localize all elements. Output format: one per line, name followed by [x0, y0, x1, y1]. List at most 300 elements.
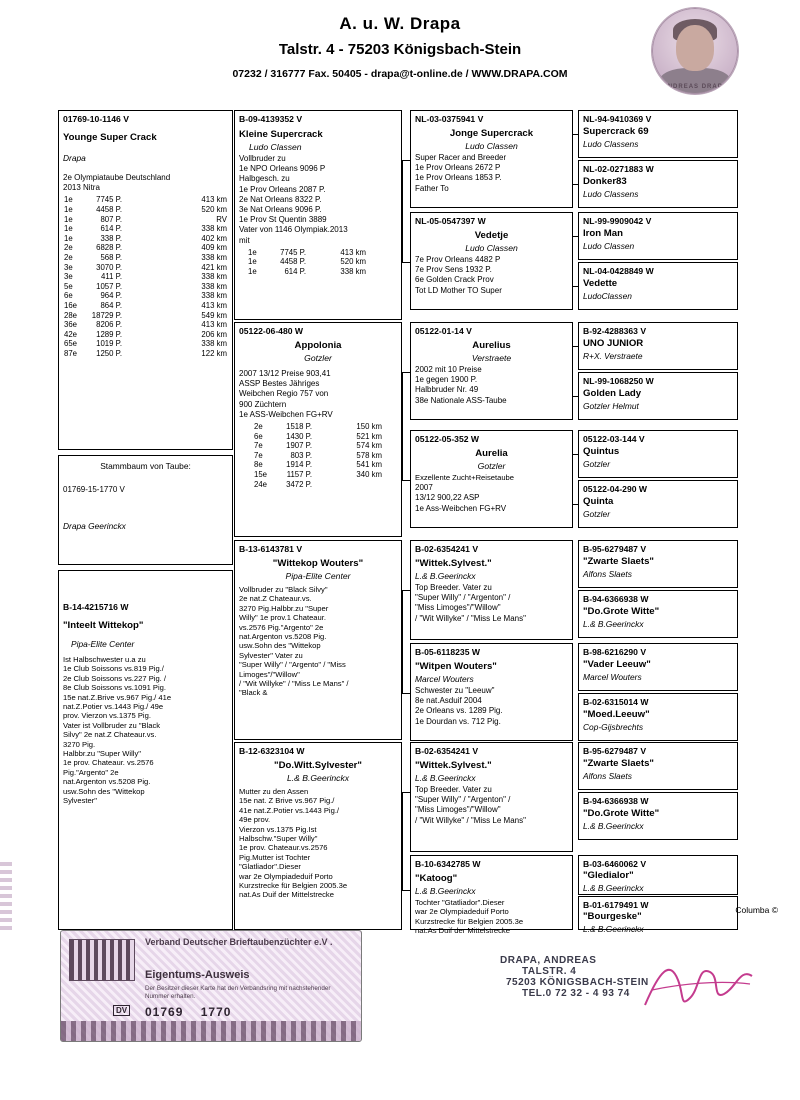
dist: 409 km — [201, 243, 227, 253]
photo-caption: ANDREAS DRAPA — [662, 84, 728, 90]
gen2-2-name: Aurelius — [472, 340, 511, 351]
birds: 411 P. — [101, 272, 122, 282]
dist: 338 km — [201, 281, 227, 291]
gen2-6-ring: B-02-6354241 V — [415, 746, 479, 756]
gen3-box-11 — [578, 693, 738, 741]
mid-lower-0-name: "Wittekop Wouters" — [272, 558, 364, 569]
dist: 206 km — [201, 329, 227, 339]
dist: 541 km — [356, 460, 382, 470]
gen3-10-ring: B-98-6216290 V — [583, 647, 647, 657]
table-row — [63, 301, 228, 311]
birds: 8206 P. — [96, 320, 122, 330]
signature-block — [500, 955, 740, 999]
lower-left-line-8: Silvy" 2e nat.Z Chateaur.vs. — [63, 730, 157, 740]
table-row — [247, 257, 367, 267]
rank: 8e — [254, 460, 263, 470]
stammbaum-name: Drapa Geerinckx — [63, 521, 126, 532]
gen3-8-breeder: Alfons Slaets — [583, 569, 632, 579]
mid-lower-0-line-7: Sylvester" Vater zu — [239, 650, 303, 660]
birds: 7745 P. — [96, 195, 122, 205]
gen2-box-6 — [410, 742, 573, 852]
gen3-14-ring: B-03-6460062 V — [583, 859, 647, 869]
birds: 1914 P. — [286, 460, 312, 470]
table-row — [63, 330, 228, 340]
dist: 150 km — [356, 422, 382, 432]
gen3-0-ring: NL-94-9410369 V — [583, 114, 652, 124]
lower-left-line-5: nat.Z.Potier vs.1443 Pig./ 49e — [63, 702, 164, 712]
birds: 3472 P. — [286, 479, 312, 489]
card-note: Der Besitzer dieser Karte hat den Verbandsring mit nachstehender Nummer erhalten. — [145, 985, 331, 1000]
gen2-6-line-1: "Super Willy" / "Argenton" / — [415, 795, 511, 805]
gen3-15-name: "Bourgeske" — [583, 911, 642, 922]
connector — [402, 693, 410, 694]
subject-breeder: Drapa — [63, 153, 86, 163]
mid-lower-1-line-5: Halbschw."Super Willy" — [239, 834, 318, 844]
birds: 1289 P. — [96, 329, 122, 339]
gen2-5-line-1: 8e nat.Asduif 2004 — [415, 696, 482, 706]
columba-credit: Columba © — [735, 905, 778, 915]
gen3-12-breeder: Alfons Slaets — [583, 771, 632, 781]
table-row — [63, 272, 228, 282]
table-row — [63, 282, 228, 292]
dist: 338 km — [201, 291, 227, 301]
connector — [402, 792, 403, 890]
rank: 42e — [64, 329, 78, 339]
rank: 36e — [64, 320, 78, 330]
dam-ring: 05122-06-480 W — [239, 326, 304, 336]
dist — [313, 480, 383, 490]
gen2-1-ring: NL-05-0547397 W — [415, 216, 486, 226]
sire-results — [247, 248, 367, 277]
dist: 413 km — [340, 247, 366, 257]
gen2-5-line-2: 2e Orleans vs. 1289 Pig. — [415, 706, 503, 716]
lower-left-line-13: nat.Argenton vs.5208 Pig. — [63, 777, 151, 787]
gen3-1-breeder: Ludo Classens — [583, 189, 639, 199]
gen3-11-breeder: Cop-Gijsbrechts — [583, 722, 644, 732]
gen2-0-name: Jonge Supercrack — [449, 128, 534, 139]
header-line-1: A. u. W. Drapa — [339, 14, 461, 33]
gen3-7-breeder: Gotzler — [583, 509, 610, 519]
mid-lower-0-line-10: / "Wit Willyke" / "Miss Le Mans" / — [239, 679, 349, 689]
connector — [573, 134, 578, 135]
gen3-10-breeder: Marcel Wouters — [583, 672, 642, 682]
dam-line-3: 900 Züchtern — [239, 399, 287, 409]
dist: 413 km — [201, 300, 227, 310]
table-row — [63, 349, 228, 359]
connector — [402, 590, 403, 693]
gen2-box-3 — [410, 430, 573, 528]
table-row — [247, 267, 367, 277]
gen2-2-line-1: 1e gegen 1900 P. — [415, 375, 478, 385]
gen3-box-3 — [578, 262, 738, 310]
gen2-2-ring: 05122-01-14 V — [415, 326, 472, 336]
mid-lower-0-line-3: Willy" 1e prov.1 Chateaur. — [239, 613, 326, 623]
gen2-7-line-1: war 2e Olympiadeduif Porto — [415, 907, 509, 917]
gen2-box-5 — [410, 643, 573, 741]
dist: 338 km — [340, 267, 366, 277]
connector — [402, 590, 410, 591]
mid-lower-1-name: "Do.Witt.Sylvester" — [274, 760, 362, 771]
gen2-1-breeder: Ludo Classen — [465, 243, 518, 253]
gen2-5-ring: B-05-6118235 W — [415, 647, 480, 657]
birds: 807 P. — [100, 214, 122, 224]
birds: 1019 P. — [96, 339, 122, 349]
gen2-4-line-1: "Super Willy" / "Argenton" / — [415, 593, 511, 603]
gen2-4-breeder: L.& B.Geerinckx — [415, 571, 476, 581]
gen2-3-breeder: Gotzler — [477, 461, 506, 471]
lower-left-line-12: Pig."Argento" 2e — [63, 767, 119, 777]
gen3-3-name: Vedette — [583, 278, 618, 289]
mid-lower-0-line-4: vs.2576 Pig."Argento" 2e — [239, 622, 324, 632]
gen2-4-line-0: Top Breeder. Vater zu — [415, 583, 492, 592]
mid-lower-0-line-11: "Black & — [239, 688, 268, 698]
rank: 16e — [64, 300, 78, 310]
table-row — [63, 195, 228, 205]
gen2-box-7 — [410, 855, 573, 936]
subject-line-0: 2e Olympiataube Deutschland — [63, 173, 171, 182]
gen2-4-line-2: "Miss Limoges"/"Willow" — [415, 603, 501, 613]
connector — [402, 160, 410, 161]
subject-box — [58, 110, 233, 450]
table-row — [253, 451, 383, 461]
gen2-3-line-1: 2007 — [415, 483, 433, 493]
dist: 574 km — [356, 441, 382, 451]
gen3-2-ring: NL-99-9909042 V — [583, 216, 652, 226]
birds: 7745 P. — [280, 247, 306, 257]
gen2-2-breeder: Verstraete — [471, 353, 512, 363]
rank: 1e — [248, 267, 257, 277]
gen3-box-13 — [578, 792, 738, 840]
table-row — [63, 224, 228, 234]
gen2-3-line-3: 1e Ass-Weibchen FG+RV — [415, 503, 507, 513]
gen3-9-name: "Do.Grote Witte" — [583, 606, 660, 617]
connector — [573, 286, 578, 287]
card-organisation: Verband Deutscher Brieftaubenzüchter e.V . — [145, 937, 333, 947]
signature-line-2: TALSTR. 4 — [522, 966, 577, 977]
gen3-13-name: "Do.Grote Witte" — [583, 808, 660, 819]
gen2-box-0 — [410, 110, 573, 208]
gen3-4-name: UNO JUNIOR — [583, 338, 644, 349]
table-row — [63, 263, 228, 273]
association-logo — [69, 939, 135, 981]
mid-lower-box-0 — [234, 540, 402, 740]
gen2-box-2 — [410, 322, 573, 420]
dist: 520 km — [201, 205, 227, 214]
gen2-0-line-1: 1e Prov Orleans 2672 P — [415, 163, 501, 173]
mid-lower-1-line-11: nat.As Duif der Mittelstrecke — [239, 890, 334, 900]
gen3-15-ring: B-01-6179491 W — [583, 900, 649, 910]
rank: 2e — [254, 422, 263, 432]
dam-box — [234, 322, 402, 537]
birds: 614 P. — [284, 267, 306, 277]
connector — [402, 890, 410, 891]
dist: RV — [216, 214, 227, 224]
birds: 964 P. — [100, 291, 122, 301]
birds: 1430 P. — [286, 431, 312, 441]
dam-line-0: 2007 13/12 Preise 903,41 — [239, 369, 331, 378]
dam-name: Appolonia — [294, 340, 342, 351]
birds: 568 P. — [100, 252, 122, 262]
gen2-7-breeder: L.& B.Geerinckx — [415, 886, 476, 896]
table-row — [253, 480, 383, 490]
mid-lower-0-line-8: "Super Willy" / "Argento" / "Miss — [239, 660, 346, 670]
lower-left-name: "Inteelt Wittekop" — [63, 620, 144, 631]
gen2-6-breeder: L.& B.Geerinckx — [415, 773, 476, 783]
gen3-5-breeder: Gotzler Helmut — [583, 401, 639, 411]
dist: 421 km — [201, 262, 227, 272]
connector — [573, 346, 578, 347]
sire-line-3: 1e Prov Orleans 2087 P. — [239, 184, 326, 194]
lower-left-line-3: 8e Club Soissons vs.1091 Pig. — [63, 683, 166, 693]
mid-lower-1-breeder: L.& B.Geerinckx — [286, 773, 350, 783]
gen2-0-ring: NL-03-0375941 V — [415, 114, 484, 124]
gen2-7-line-0: Tochter "Gtatliador".Dieser — [415, 898, 505, 907]
gen3-8-ring: B-95-6279487 V — [583, 544, 647, 554]
connector — [573, 454, 578, 455]
gen3-3-breeder: LudoClassen — [583, 291, 632, 301]
gen3-5-name: Golden Lady — [583, 388, 642, 399]
ownership-card — [60, 930, 362, 1042]
birds: 3070 P. — [96, 262, 122, 272]
gen3-box-1 — [578, 160, 738, 208]
gen3-2-breeder: Ludo Classen — [583, 241, 635, 251]
gen3-6-breeder: Gotzler — [583, 459, 610, 469]
birds: 1907 P. — [286, 441, 312, 451]
mid-lower-1-line-4: Vierzon vs.1375 Pig.Ist — [239, 824, 317, 834]
table-row — [253, 422, 383, 432]
gen3-2-name: Iron Man — [583, 228, 623, 239]
table-row — [63, 311, 228, 321]
mid-lower-1-line-8: "Glatliador".Dieser — [239, 862, 301, 872]
photo-ring — [652, 8, 738, 94]
rank: 1e — [248, 247, 257, 257]
rank: 1e — [64, 214, 73, 224]
scan-edge-artifact — [0, 860, 12, 930]
gen3-3-ring: NL-04-0428849 W — [583, 266, 654, 276]
birds: 338 P. — [100, 233, 122, 243]
gen3-box-10 — [578, 643, 738, 691]
sire-line-7: Vater von 1146 Olympiak.2013 — [239, 225, 348, 235]
gen3-5-ring: NL-99-1068250 W — [583, 376, 654, 386]
dam-line-1: ASSP Bestes Jähriges — [239, 379, 320, 389]
mid-lower-0-line-9: Limoges"/"Willow" — [239, 669, 300, 679]
card-number-right: 1770 — [200, 1005, 232, 1019]
gen2-6-line-3: / "Wit Willyke" / "Miss Le Mans" — [415, 815, 526, 825]
header-line-3: 07232 / 316777 Fax. 50405 - drapa@t-online.de / WWW.DRAPA.COM — [232, 68, 568, 80]
table-row — [63, 205, 228, 215]
gen3-box-12 — [578, 742, 738, 790]
dist: 578 km — [356, 450, 382, 460]
mid-lower-0-line-2: 3270 Pig.Halbbr.zu "Super — [239, 603, 329, 613]
sire-line-0: Vollbruder zu — [239, 154, 286, 163]
gen3-14-name: "Gledialor" — [583, 870, 634, 881]
lower-left-line-9: 3270 Pig. — [63, 739, 96, 749]
dist: 402 km — [201, 233, 227, 243]
sire-line-5: 3e Nat Orleans 9096 P. — [239, 205, 322, 215]
lower-left-line-2: 2e Club Soissons vs.227 Pig. / — [63, 673, 166, 683]
gen3-box-9 — [578, 590, 738, 638]
rank: 7e — [254, 441, 263, 451]
gen2-3-line-0: Exzellente Zucht+Reisetaube — [415, 473, 514, 482]
connector — [402, 480, 410, 481]
table-row — [247, 248, 367, 258]
gen2-0-line-2: 1e Prov Orleans 1853 P. — [415, 173, 502, 183]
dam-line-4: 1e ASS-Weibchen FG+RV — [239, 409, 333, 419]
table-row — [63, 243, 228, 253]
mid-lower-1-line-7: Pig.Mutter ist Tochter — [239, 852, 311, 862]
gen2-5-line-0: Schwester zu "Leeuw" — [415, 686, 495, 695]
dist: 338 km — [201, 224, 227, 234]
connector — [402, 160, 403, 262]
card-number-left: 01769 — [145, 1005, 184, 1019]
table-row — [63, 339, 228, 349]
gen3-box-4 — [578, 322, 738, 370]
rank: 1e — [64, 205, 73, 214]
sire-line-8: mit — [239, 235, 250, 245]
birds: 614 P. — [100, 224, 122, 234]
card-title: Eigentums-Ausweis — [145, 969, 250, 981]
gen3-12-name: "Zwarte Slaets" — [583, 758, 654, 769]
gen2-4-ring: B-02-6354241 V — [415, 544, 479, 554]
stammbaum-ring: 01769-15-1770 V — [63, 485, 125, 495]
mid-lower-0-line-1: 2e nat.Z Chateaur.vs. — [239, 594, 312, 604]
sire-line-6: 1e Prov St Quentin 3889 — [239, 215, 327, 225]
rank: 1e — [64, 233, 73, 243]
dist: 338 km — [201, 252, 227, 262]
gen3-12-ring: B-95-6279487 V — [583, 746, 647, 756]
connector — [402, 792, 410, 793]
birds: 4458 P. — [96, 205, 122, 214]
gen2-7-name: "Katoog" — [415, 873, 458, 884]
connector — [573, 504, 578, 505]
gen3-box-8 — [578, 540, 738, 588]
subject-ring: 01769-10-1146 V — [63, 114, 129, 124]
gen2-1-name: Vedetje — [474, 230, 509, 241]
connector — [573, 396, 578, 397]
mid-lower-1-ring: B-12-6323104 W — [239, 746, 305, 756]
gen2-7-ring: B-10-6342785 W — [415, 859, 481, 869]
rank: 28e — [64, 310, 78, 320]
gen3-8-name: "Zwarte Slaets" — [583, 556, 654, 567]
gen3-box-0 — [578, 110, 738, 158]
table-row — [253, 432, 383, 442]
lower-left-line-4: 15e nat.Z.Brive vs.967 Pig./ 41e — [63, 692, 172, 702]
gen2-6-line-2: "Miss Limoges"/"Willow" — [415, 805, 501, 815]
rank: 6e — [64, 291, 73, 301]
connector — [573, 184, 578, 185]
lower-left-line-6: prov. Vierzon vs.1375 Pig. — [63, 711, 151, 721]
sire-line-1: 1e NPO Orleans 9096 P — [239, 164, 326, 174]
gen2-1-line-1: 7e Prov Sens 1932 P. — [415, 265, 492, 275]
gen2-3-name: Aurelia — [475, 448, 508, 459]
lower-left-line-0: Ist Halbschwester u.a zu — [63, 655, 146, 664]
lower-left-line-11: 1e prov. Chateaur. vs.2576 — [63, 758, 154, 768]
gen3-0-breeder: Ludo Classens — [583, 139, 639, 149]
gen3-15-breeder: L.& B.Geerinckx — [583, 924, 644, 934]
sire-ring: B-09-4139352 V — [239, 114, 303, 124]
mid-lower-1-line-1: 15e nat. Z Brive vs.967 Pig./ — [239, 796, 335, 806]
signature-line-1: DRAPA, ANDREAS — [500, 955, 597, 966]
rank: 15e — [254, 469, 268, 479]
birds: 1518 P. — [286, 422, 312, 432]
table-row — [63, 253, 228, 263]
gen2-4-line-3: / "Wit Willyke" / "Miss Le Mans" — [415, 613, 526, 623]
dist: 340 km — [356, 469, 382, 479]
gen3-box-5 — [578, 372, 738, 420]
lower-left-box — [58, 570, 233, 930]
table-row — [63, 234, 228, 244]
signature-line-4: TEL.0 72 32 - 4 93 74 — [522, 988, 630, 999]
table-row — [253, 441, 383, 451]
birds: 4458 P. — [280, 257, 306, 267]
sire-line-2: Halbgesch. zu — [239, 174, 290, 184]
gen2-0-line-0: Super Racer and Breeder — [415, 153, 507, 162]
mid-lower-0-ring: B-13-6143781 V — [239, 544, 303, 554]
gen2-3-ring: 05122-05-352 W — [415, 434, 480, 444]
gen3-1-ring: NL-02-0271883 W — [583, 164, 654, 174]
card-ring-number — [145, 1005, 231, 1019]
gen3-6-ring: 05122-03-144 V — [583, 434, 645, 444]
gen3-7-name: Quinta — [583, 496, 614, 507]
gen3-box-7 — [578, 480, 738, 528]
connector — [573, 236, 578, 237]
gen3-13-breeder: L.& B.Geerinckx — [583, 821, 644, 831]
dist: 413 km — [201, 320, 227, 330]
lower-left-line-7: Vater ist Vollbruder zu "Black — [63, 720, 161, 730]
birds: 1157 P. — [286, 469, 312, 479]
gen3-box-6 — [578, 430, 738, 478]
gen2-3-line-2: 13/12 900,22 ASP — [415, 493, 480, 503]
rank: 1e — [64, 195, 73, 205]
gen3-box-14 — [578, 855, 738, 895]
rank: 65e — [64, 339, 78, 349]
sire-breeder: Ludo Classen — [249, 142, 302, 152]
subject-line-1: 2013 Nitra — [63, 183, 100, 193]
gen2-6-line-0: Top Breeder. Vater zu — [415, 785, 492, 794]
mid-lower-0-line-0: Vollbruder zu "Black Silvy" — [239, 585, 328, 594]
table-row — [63, 215, 228, 225]
rank: 3e — [64, 272, 73, 282]
gen3-4-breeder: R+X. Verstraete — [583, 351, 643, 361]
gen3-13-ring: B-94-6366938 W — [583, 796, 649, 806]
lower-left-breeder: Pipa-Elite Center — [71, 639, 135, 649]
gen3-11-name: "Moed.Leeuw" — [583, 709, 650, 720]
rank: 24e — [254, 479, 268, 489]
birds: 1250 P. — [96, 348, 122, 358]
rank: 5e — [64, 281, 73, 291]
gen3-4-ring: B-92-4288363 V — [583, 326, 647, 336]
gen2-4-name: "Wittek.Sylvest." — [415, 558, 492, 569]
birds: 18729 P. — [91, 310, 122, 320]
dam-breeder: Gotzler — [304, 353, 332, 363]
mid-lower-1-line-2: 41e nat.Z.Potier vs.1443 Pig./ — [239, 805, 340, 815]
gen2-box-4 — [410, 540, 573, 640]
dist: 520 km — [340, 257, 366, 267]
birds: 1057 P. — [96, 281, 122, 291]
dist: 338 km — [201, 339, 227, 349]
dist: 413 km — [201, 195, 227, 205]
sire-box — [234, 110, 402, 320]
birds: 6828 P. — [96, 243, 122, 253]
gen2-5-breeder: Marcel Wouters — [415, 674, 474, 684]
gen2-1-line-2: 6e Golden Crack Prov — [415, 275, 494, 285]
gen2-1-line-3: Tot LD Mother TO Super — [415, 285, 502, 295]
rank: 7e — [254, 450, 263, 460]
mid-lower-1-line-10: Kurzstrecke für Belgien 2005.3e — [239, 881, 348, 891]
dist: 122 km — [201, 348, 227, 358]
gen2-2-line-0: 2002 mit 10 Preise — [415, 365, 482, 374]
mid-lower-1-line-9: war 2e Olympiadeduif Porto — [239, 871, 333, 881]
